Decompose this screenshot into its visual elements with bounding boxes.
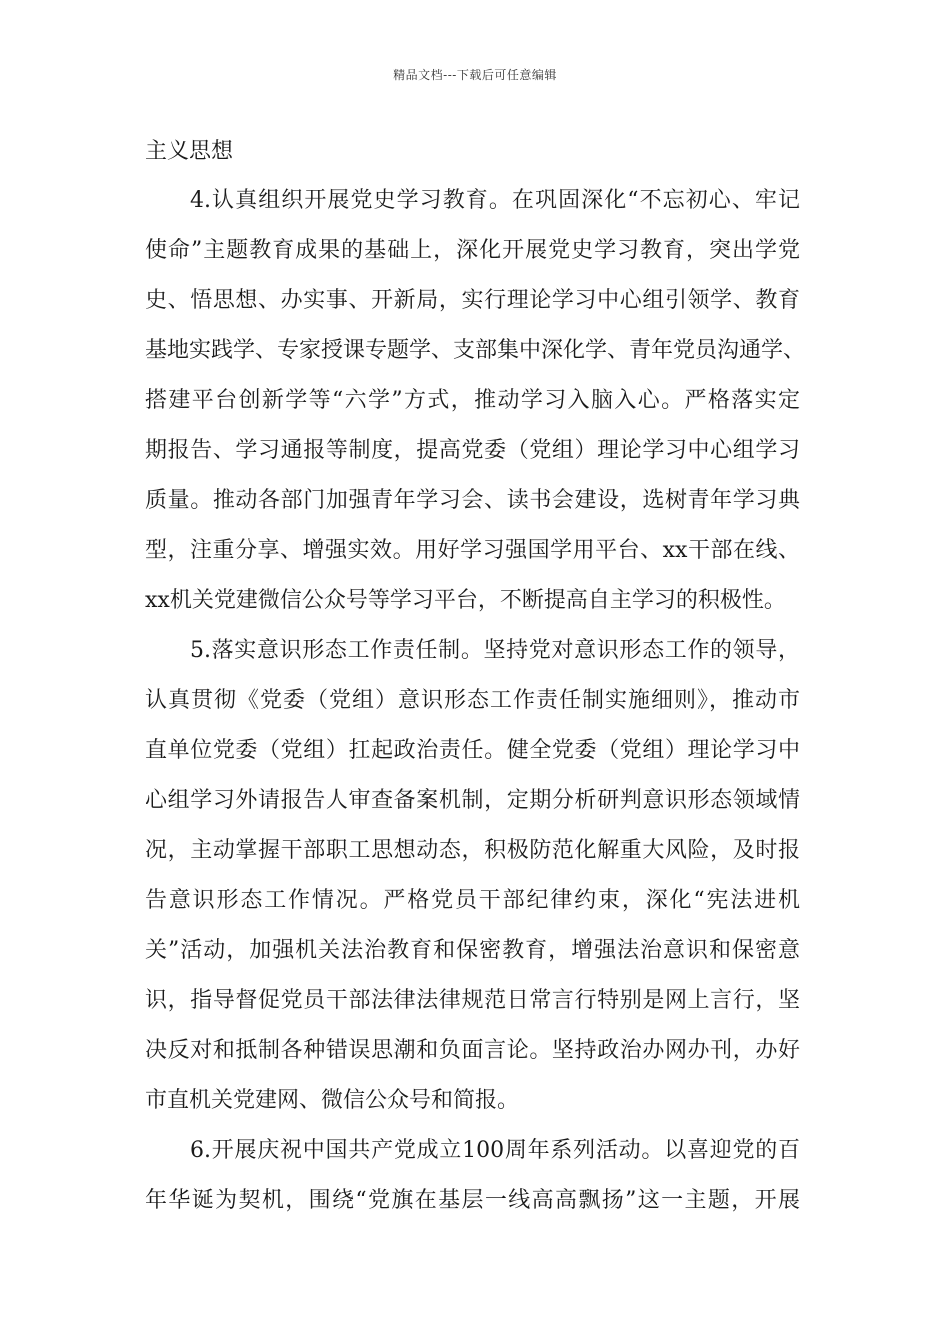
text-line: 期报告、学习通报等制度，提高党委（党组）理论学习中心组学习 bbox=[145, 438, 800, 463]
text-line: 况，主动掌握干部职工思想动态，积极防范化解重大风险，及时报 bbox=[145, 838, 800, 863]
text-line: 认真贯彻《党委（党组）意识形态工作责任制实施细则》，推动市 bbox=[145, 688, 800, 713]
paragraph-start-line: 5.落实意识形态工作责任制。坚持党对意识形态工作的领导， bbox=[190, 638, 800, 663]
text-line: 市直机关党建网、微信公众号和简报。 bbox=[145, 1088, 520, 1113]
text-line: 关”活动，加强机关法治教育和保密教育，增强法治意识和保密意 bbox=[145, 938, 800, 963]
text-line: 心组学习外请报告人审查备案机制，定期分析研判意识形态领域情 bbox=[145, 788, 800, 813]
paragraph-start-line: 6.开展庆祝中国共产党成立100周年系列活动。以喜迎党的百 bbox=[190, 1138, 800, 1163]
text-line: 年华诞为契机，围绕“党旗在基层一线高高飘扬”这一主题，开展 bbox=[145, 1188, 800, 1213]
text-line: 搭建平台创新学等“六学”方式，推动学习入脑入心。严格落实定 bbox=[145, 388, 800, 413]
paragraph-start-line: 4.认真组织开展党史学习教育。在巩固深化“不忘初心、牢记 bbox=[190, 188, 800, 213]
page-header: 精品文档---下载后可任意编辑 bbox=[393, 68, 557, 82]
text-line: 基地实践学、专家授课专题学、支部集中深化学、青年党员沟通学、 bbox=[145, 338, 806, 363]
text-line: 主义思想 bbox=[145, 139, 234, 164]
text-line: 识，指导督促党员干部法律法律规范日常言行特别是网上言行，坚 bbox=[145, 988, 800, 1013]
text-line: 质量。推动各部门加强青年学习会、读书会建设，选树青年学习典 bbox=[145, 488, 800, 513]
text-line: 直单位党委（党组）扛起政治责任。健全党委（党组）理论学习中 bbox=[145, 738, 800, 763]
text-line: 决反对和抵制各种错误思潮和负面言论。坚持政治办网办刊，办好 bbox=[145, 1038, 800, 1063]
text-line: 史、悟思想、办实事、开新局，实行理论学习中心组引领学、教育 bbox=[145, 288, 800, 313]
text-line: 告意识形态工作情况。严格党员干部纪律约束，深化“宪法进机 bbox=[145, 888, 800, 913]
text-line: 型，注重分享、增强实效。用好学习强国学用平台、xx干部在线、 bbox=[145, 538, 800, 563]
text-line: xx机关党建微信公众号等学习平台，不断提高自主学习的积极性。 bbox=[145, 588, 786, 613]
text-line: 使命”主题教育成果的基础上，深化开展党史学习教育，突出学党 bbox=[145, 238, 800, 263]
